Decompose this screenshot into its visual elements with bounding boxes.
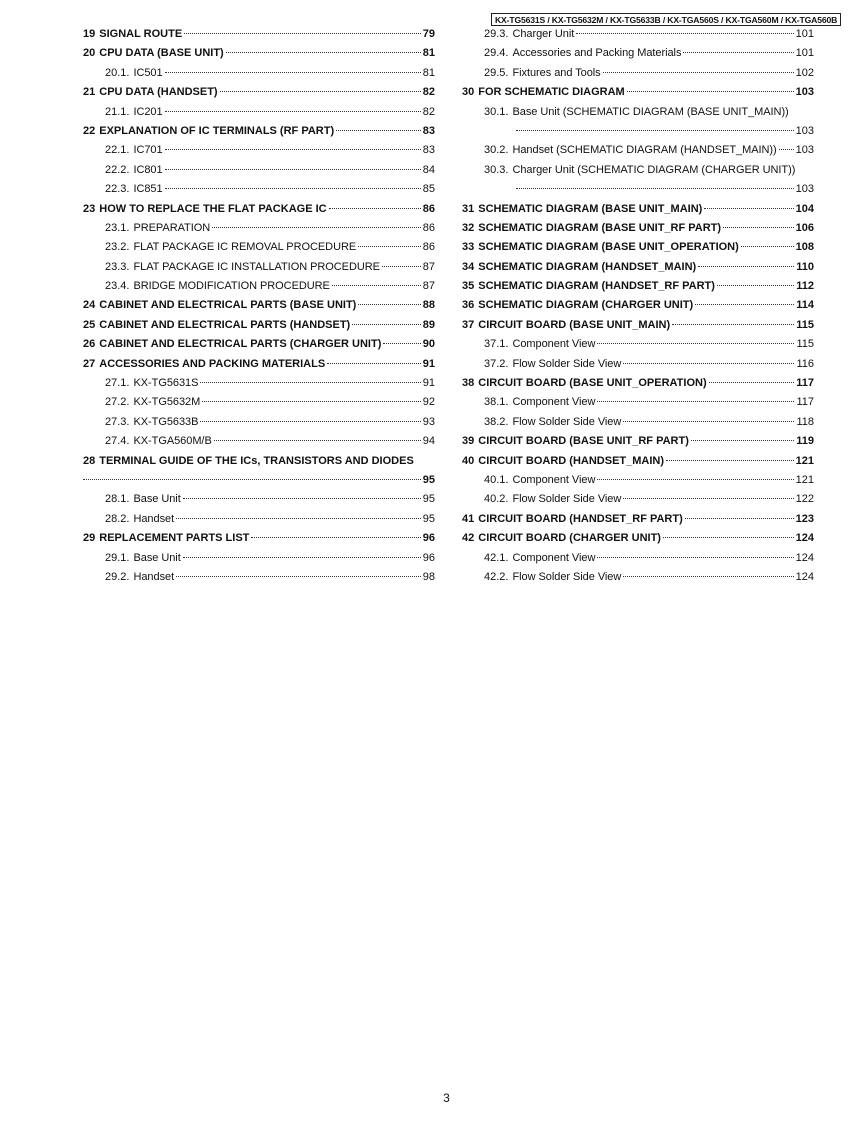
toc-entry[interactable] [462,513,814,532]
dot-leader [623,576,793,577]
toc-entry-title: EXPLANATION OF IC TERMINALS (RF PART) [99,124,335,137]
dot-leader [723,227,794,228]
toc-entry[interactable] [462,552,814,571]
toc-entry-number: 22.2. [105,163,130,176]
dot-leader [597,401,794,402]
toc-entry[interactable] [462,86,814,105]
toc-entry[interactable] [83,222,435,241]
toc-entry-title: CABINET AND ELECTRICAL PARTS (BASE UNIT) [99,299,357,312]
toc-entry-title: Component View [512,338,596,351]
toc-entry[interactable] [83,358,435,377]
toc-entry[interactable] [462,28,814,47]
dot-leader [200,421,420,422]
toc-entry-page: 95 [422,473,435,486]
dot-leader [685,518,794,519]
toc-entry-title: IC851 [133,183,163,196]
toc-entry-number: 29.3. [484,28,509,40]
dot-leader [352,324,421,325]
toc-entry[interactable] [462,183,814,202]
toc-entry-page: 81 [422,66,435,79]
dot-leader [623,498,793,499]
toc-entry[interactable] [83,435,435,454]
toc-left-column [83,28,435,590]
toc-entry[interactable] [83,144,435,163]
toc-entry-number: 29.1. [105,551,130,564]
toc-entry-title: Accessories and Packing Materials [512,47,682,60]
toc-entry-page: 112 [796,280,814,293]
toc-entry[interactable] [462,203,814,222]
dot-leader [358,246,421,247]
toc-entry-number: 22.1. [105,144,130,157]
toc-entry-page: 102 [795,66,814,79]
toc-entry-number: 27.3. [105,415,130,428]
toc-entry-number: 32 [462,221,475,234]
toc-entry-page: 79 [422,28,435,40]
toc-entry-number: 38.1. [484,396,509,409]
toc-entry-title: IC201 [133,105,163,118]
toc-entry[interactable] [83,552,435,571]
toc-entry-number: 22.3. [105,183,130,196]
toc-entry-number: 37 [462,318,475,331]
dot-leader [165,72,421,73]
toc-entry-number: 20.1. [105,66,130,79]
toc-entry-number: 28.2. [105,512,130,525]
dot-leader [695,304,794,305]
toc-entry[interactable] [83,280,435,299]
toc-entry[interactable] [462,435,814,454]
toc-entry[interactable] [462,106,814,125]
dot-leader [165,188,421,189]
toc-entry[interactable] [83,338,435,357]
toc-entry[interactable] [83,183,435,202]
toc-entry[interactable] [83,377,435,396]
dot-leader [779,149,794,150]
dot-leader [202,401,421,402]
toc-entry-page: 115 [796,338,814,351]
toc-entry-title: Component View [512,551,596,564]
toc-entry-number: 27.1. [105,377,130,390]
dot-leader [336,130,421,131]
toc-entry-number: 27 [83,357,96,370]
toc-entry-page: 82 [422,105,435,118]
toc-entry-number: 29.4. [484,47,509,60]
toc-entry[interactable] [83,203,435,222]
toc-entry[interactable] [83,474,435,493]
toc-entry-number: 23.3. [105,260,130,273]
toc-entry[interactable] [83,299,435,318]
dot-leader [597,479,793,480]
toc-entry-number: 36 [462,299,475,312]
toc-entry-number: 40.1. [484,473,509,486]
toc-entry[interactable] [462,396,814,415]
toc-entry-title: SCHEMATIC DIAGRAM (HANDSET_MAIN) [478,260,697,273]
toc-entry-page: 119 [796,435,814,448]
toc-entry-number: 39 [462,435,475,448]
dot-leader [214,440,421,441]
dot-leader [383,343,420,344]
toc-entry-number: 21 [83,86,96,99]
toc-entry-page: 83 [422,124,435,137]
toc-entry-title: Component View [512,473,596,486]
dot-leader [358,304,420,305]
toc-entry-page: 122 [795,493,814,506]
dot-leader [663,537,794,538]
toc-entry-title: Handset [133,570,175,583]
toc-entry-title: REPLACEMENT PARTS LIST [99,532,250,545]
toc-entry-page: 121 [795,454,814,467]
toc-entry-title: KX-TG5633B [133,415,199,428]
toc-entry[interactable] [462,125,814,144]
toc-entry-title: SCHEMATIC DIAGRAM (HANDSET_RF PART) [478,280,715,293]
toc-entry[interactable] [83,164,435,183]
toc-entry-page: 103 [795,183,814,196]
toc-entry-title: Flow Solder Side View [512,570,622,583]
toc-entry-page: 103 [795,124,814,137]
toc-entry-number: 37.2. [484,357,509,370]
dot-leader [329,208,421,209]
toc-entry-page: 84 [422,163,435,176]
toc-entry[interactable] [462,67,814,86]
dot-leader [666,460,794,461]
toc-entry-number: 30.1. [484,105,509,118]
dot-leader [176,518,421,519]
dot-leader [698,266,794,267]
toc-entry-page: 90 [422,338,435,351]
toc-entry-page: 103 [795,86,814,99]
dot-leader [672,324,794,325]
toc-entry-page: 86 [422,202,435,215]
dot-leader [623,363,794,364]
toc-entry-page: 96 [422,532,435,545]
toc-entry-title: Base Unit (SCHEMATIC DIAGRAM (BASE UNIT_MAIN)) [512,105,789,118]
toc-entry-page: 81 [422,47,435,60]
toc-entry-page: 91 [422,377,435,390]
dot-leader [382,266,421,267]
toc-entry-number: 21.1. [105,105,130,118]
toc-entry-title: HOW TO REPLACE THE FLAT PACKAGE IC [99,202,327,215]
toc-entry-page: 118 [796,415,814,428]
toc-entry-page: 121 [795,473,814,486]
toc-entry-page: 87 [422,260,435,273]
toc-entry-number: 34 [462,260,475,273]
toc-entry-title: SCHEMATIC DIAGRAM (BASE UNIT_OPERATION) [478,241,739,254]
toc-entry-title: Charger Unit [512,28,575,40]
toc-entry-title: FLAT PACKAGE IC INSTALLATION PROCEDURE [133,260,380,273]
dot-leader [200,382,420,383]
toc-entry[interactable] [462,416,814,435]
toc-entry[interactable] [462,299,814,318]
dot-leader [165,149,421,150]
toc-entry-page: 91 [422,357,435,370]
dot-leader [597,343,794,344]
toc-entry-number: 31 [462,202,475,215]
dot-leader [327,363,421,364]
toc-entry-page: 117 [796,377,814,390]
toc-entry[interactable] [462,338,814,357]
dot-leader [709,382,795,383]
toc-entry[interactable] [462,532,814,551]
toc-entry-title: CIRCUIT BOARD (HANDSET_RF PART) [478,512,683,525]
toc-entry-title: TERMINAL GUIDE OF THE ICs, TRANSISTORS AND DIODES [99,454,414,467]
toc-entry-page: 85 [422,183,435,196]
dot-leader [683,52,793,53]
toc-entry-title: CIRCUIT BOARD (BASE UNIT_MAIN) [478,318,671,331]
dot-leader [717,285,794,286]
toc-entry[interactable] [83,106,435,125]
toc-entry-title: Component View [512,396,596,409]
dot-leader [576,33,793,34]
toc-entry-number: 27.2. [105,396,130,409]
toc-entry-number: 42.2. [484,570,509,583]
toc-entry-title: ACCESSORIES AND PACKING MATERIALS [99,357,326,370]
toc-entry-page: 117 [796,396,814,409]
toc-entry-title: CABINET AND ELECTRICAL PARTS (HANDSET) [99,318,351,331]
toc-entry-number: 24 [83,299,96,312]
toc-entry-number: 29 [83,532,96,545]
toc-entry[interactable] [83,261,435,280]
toc-entry-number: 27.4. [105,435,130,448]
dot-leader [623,421,794,422]
toc-entry-number: 35 [462,280,475,293]
toc-entry[interactable] [83,571,435,590]
toc-entry-title: SCHEMATIC DIAGRAM (CHARGER UNIT) [478,299,694,312]
toc-entry-page: 82 [422,86,435,99]
toc-entry-page: 98 [422,570,435,583]
toc-entry-number: 29.5. [484,66,509,79]
dot-leader [83,479,421,480]
toc-entry-page: 124 [795,570,814,583]
toc-entry-title: IC501 [133,66,163,79]
toc-entry-number: 37.1. [484,338,509,351]
toc-entry-number: 20 [83,47,96,60]
toc-entry-number: 23.2. [105,241,130,254]
toc-entry-number: 28.1. [105,493,130,506]
toc-entry-page: 87 [422,280,435,293]
toc-entry-page: 123 [795,512,814,525]
toc-entry[interactable] [462,47,814,66]
dot-leader [741,246,794,247]
dot-leader [704,208,793,209]
toc-entry-number: 30.2. [484,144,509,157]
toc-entry[interactable] [83,396,435,415]
dot-leader [176,576,421,577]
toc-entry-title: Handset (SCHEMATIC DIAGRAM (HANDSET_MAIN)) [512,144,777,157]
toc-entry-page: 86 [422,221,435,234]
dot-leader [251,537,420,538]
toc-entry-number: 40 [462,454,475,467]
toc-entry[interactable] [83,241,435,260]
toc-entry-number: 40.2. [484,493,509,506]
toc-entry-page: 108 [795,241,814,254]
toc-entry-number: 28 [83,454,96,467]
model-header: KX-TG5631S / KX-TG5632M / KX-TG5633B / KX-TGA560S / KX-TGA560M / KX-TGA560B [491,13,841,26]
toc-entry-title: IC701 [133,144,163,157]
dot-leader [220,91,421,92]
toc-entry-number: 30 [462,86,475,99]
toc-entry-number: 26 [83,338,96,351]
toc-entry[interactable] [83,513,435,532]
toc-entry-title: Charger Unit (SCHEMATIC DIAGRAM (CHARGER UNIT)) [512,163,796,176]
toc-entry-title: BRIDGE MODIFICATION PROCEDURE [133,280,330,293]
toc-entry-title: Flow Solder Side View [512,357,622,370]
toc-entry-title: KX-TGA560M/B [133,435,212,448]
toc-entry-number: 38 [462,377,475,390]
toc-entry[interactable] [462,164,814,183]
toc-entry-title: Base Unit [133,551,181,564]
toc-entry-title: SCHEMATIC DIAGRAM (BASE UNIT_RF PART) [478,221,722,234]
dot-leader [183,557,421,558]
toc-entry-title: Handset [133,512,175,525]
toc-entry[interactable] [462,493,814,512]
toc-entry-title: IC801 [133,163,163,176]
dot-leader [184,33,421,34]
toc-entry-title: CPU DATA (HANDSET) [99,86,218,99]
toc-entry-title: PREPARATION [133,221,211,234]
toc-entry-number: 23.4. [105,280,130,293]
toc-entry-page: 101 [795,47,814,60]
toc-entry-title: Flow Solder Side View [512,415,622,428]
page-number: 3 [443,1091,450,1105]
toc-entry-title: CPU DATA (BASE UNIT) [99,47,224,60]
dot-leader [165,169,421,170]
dot-leader [597,557,793,558]
dot-leader [603,72,794,73]
toc-entry[interactable] [83,319,435,338]
toc-entry-page: 110 [796,260,814,273]
toc-entry[interactable] [83,493,435,512]
toc-entry[interactable] [83,125,435,144]
toc-entry-page: 103 [795,144,814,157]
toc-entry-page: 104 [795,202,814,215]
dot-leader [691,440,794,441]
toc-entry-number: 19 [83,28,96,40]
toc-entry[interactable] [83,67,435,86]
toc-entry-number: 30.3. [484,163,509,176]
toc-entry-number: 22 [83,124,96,137]
dot-leader [226,52,421,53]
toc-entry[interactable] [83,532,435,551]
toc-entry-title: Fixtures and Tools [512,66,601,79]
toc-entry[interactable] [83,455,435,474]
toc-entry-number: 33 [462,241,475,254]
toc-entry-title: SIGNAL ROUTE [99,28,183,40]
dot-leader [627,91,794,92]
toc-right-column [462,28,814,590]
toc-entry-number: 23.1. [105,221,130,234]
toc-entry-title: Base Unit [133,493,181,506]
dot-leader [516,188,794,189]
toc-entry-title: Flow Solder Side View [512,493,622,506]
toc-entry[interactable] [462,144,814,163]
dot-leader [183,498,421,499]
toc-entry-title: KX-TG5632M [133,396,201,409]
toc-entry-title: CIRCUIT BOARD (HANDSET_MAIN) [478,454,665,467]
dot-leader [165,111,421,112]
toc-entry-page: 106 [795,221,814,234]
toc-entry-number: 38.2. [484,415,509,428]
toc-entry-title: CABINET AND ELECTRICAL PARTS (CHARGER UNIT) [99,338,382,351]
toc-entry[interactable] [462,358,814,377]
toc-entry-page: 96 [422,551,435,564]
toc-entry-number: 29.2. [105,570,130,583]
toc-entry[interactable] [462,377,814,396]
toc-entry-number: 23 [83,202,96,215]
toc-entry-title: KX-TG5631S [133,377,199,390]
toc-entry-title: FLAT PACKAGE IC REMOVAL PROCEDURE [133,241,357,254]
toc-entry[interactable] [462,222,814,241]
toc-entry-page: 115 [796,318,814,331]
toc-entry-page: 92 [422,396,435,409]
dot-leader [516,130,794,131]
toc-entry[interactable] [462,474,814,493]
toc-entry[interactable] [462,280,814,299]
toc-entry[interactable] [462,261,814,280]
toc-entry-page: 93 [422,415,435,428]
toc-entry-title: SCHEMATIC DIAGRAM (BASE UNIT_MAIN) [478,202,703,215]
toc-entry-page: 86 [422,241,435,254]
toc-entry-title: FOR SCHEMATIC DIAGRAM [478,86,625,99]
toc-entry[interactable] [83,416,435,435]
dot-leader [212,227,421,228]
toc-entry-title: CIRCUIT BOARD (BASE UNIT_RF PART) [478,435,689,448]
toc-entry[interactable] [462,455,814,474]
toc-entry[interactable] [462,241,814,260]
toc-entry-page: 94 [422,435,435,448]
toc-entry-page: 89 [422,318,435,331]
toc-entry-page: 95 [422,512,435,525]
toc-entry-number: 41 [462,512,475,525]
toc-entry-page: 88 [422,299,435,312]
toc-entry-page: 83 [422,144,435,157]
toc-entry-page: 101 [795,28,814,40]
toc-entry-page: 95 [422,493,435,506]
toc-entry-number: 42 [462,532,475,545]
toc-entry-title: CIRCUIT BOARD (CHARGER UNIT) [478,532,661,545]
toc-entry-page: 116 [796,357,814,370]
toc-entry[interactable] [462,319,814,338]
toc-entry-page: 114 [796,299,814,312]
toc-entry-number: 42.1. [484,551,509,564]
dot-leader [332,285,421,286]
toc-entry-title: CIRCUIT BOARD (BASE UNIT_OPERATION) [478,377,707,390]
toc-entry[interactable] [83,86,435,105]
toc-entry-page: 124 [795,551,814,564]
toc-entry-page: 124 [795,532,814,545]
toc-entry-number: 25 [83,318,96,331]
toc-entry[interactable] [83,28,435,47]
toc-entry[interactable] [462,571,814,590]
toc-entry[interactable] [83,47,435,66]
